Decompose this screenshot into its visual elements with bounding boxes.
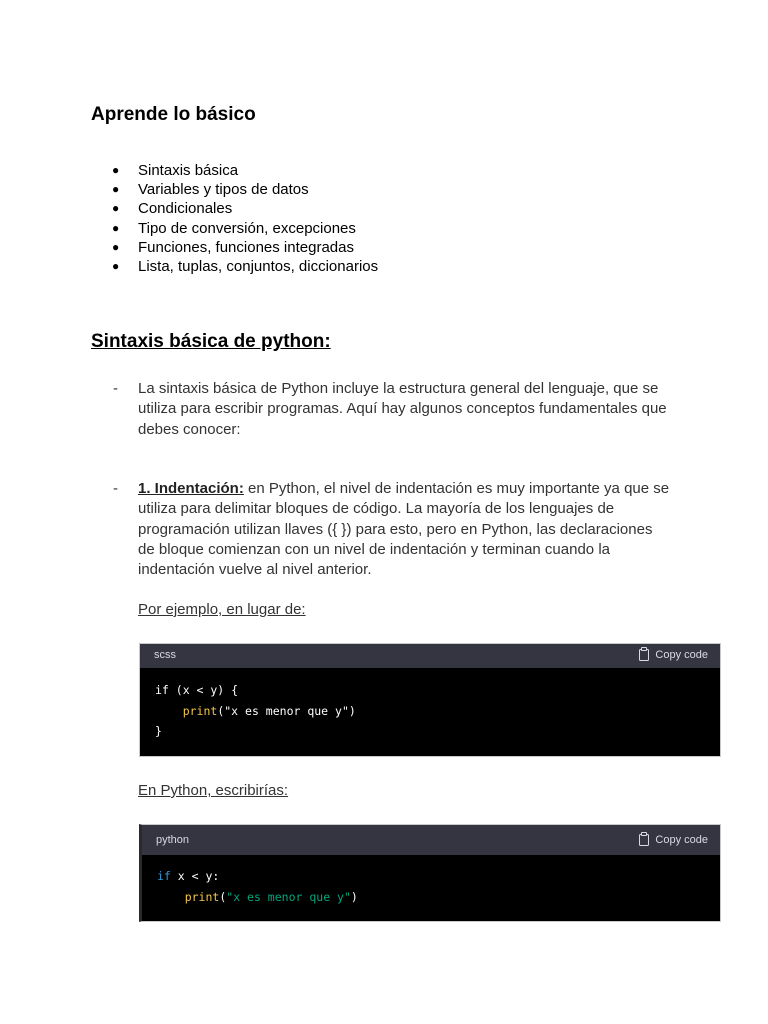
code-language: scss (154, 649, 176, 661)
code-block-python (139, 824, 721, 922)
code-line (155, 701, 705, 722)
code-line (155, 721, 705, 742)
heading-syntax: Sintaxis básica de python: (91, 331, 331, 352)
copy-code-button[interactable] (639, 834, 708, 846)
code-token: print (184, 889, 220, 904)
code-header (140, 644, 720, 668)
list-item: ● Condicionales (112, 199, 378, 218)
code-language: python (156, 834, 190, 846)
list-item: ● Lista, tuplas, conjuntos, diccionarios (112, 257, 378, 276)
code-token: "x es menor que y" (226, 889, 351, 904)
copy-code-label: Copy code (655, 834, 708, 846)
code-body (140, 668, 720, 754)
intro-paragraph (113, 379, 673, 440)
code-block-scss (139, 643, 721, 757)
example-label-other: Por ejemplo, en lugar de: (138, 601, 306, 618)
code-line (155, 680, 705, 701)
code-header (142, 825, 720, 855)
code-token (157, 890, 185, 904)
indentation-text: en Python, el nivel de indentación es muy importante ya que se utiliza para delimitar bloques de código. La mayoría de los lenguajes de programación utilizan llaves ({ }) para esto, pero en Python, las declaraciones de bloque comienzan con un nivel de indentación y terminan cuando la indentación vuelve al nivel anterior. (138, 480, 670, 579)
code-line (157, 887, 705, 908)
code-body (142, 855, 720, 919)
copy-code-button[interactable] (639, 649, 708, 661)
code-line (157, 866, 705, 887)
code-token (155, 704, 183, 718)
list-item: ● Variables y tipos de datos (112, 180, 378, 199)
dash-marker: - (113, 380, 118, 397)
list-item: ● Tipo de conversión, excepciones (112, 219, 378, 238)
clipboard-icon (639, 649, 649, 661)
list-item: ● Sintaxis básica (112, 161, 378, 180)
code-token: ( (219, 889, 227, 904)
indentation-text-wrap (138, 479, 673, 580)
heading-basics: Aprende lo básico (91, 104, 256, 125)
code-token: ) (350, 889, 358, 904)
dash-marker: - (113, 480, 118, 497)
code-token: ("x es menor que y") (217, 703, 356, 718)
code-token: } (155, 724, 162, 738)
list-item: ● Funciones, funciones integradas (112, 238, 378, 257)
code-token: if (x < y) { (155, 683, 239, 697)
code-token: x < y: (170, 869, 220, 883)
intro-text: La sintaxis básica de Python incluye la estructura general del lenguaje, que se utiliza para escribir programas. Aquí hay algunos conceptos fundamentales que debes conocer: (138, 380, 667, 438)
example-label-python: En Python, escribirías: (138, 782, 289, 799)
code-token: if (157, 869, 171, 883)
clipboard-icon (639, 834, 649, 846)
indentation-title: 1. Indentación: (138, 480, 244, 497)
code-token: print (182, 703, 218, 718)
topic-list (112, 161, 378, 276)
indentation-paragraph (113, 479, 673, 580)
copy-code-label: Copy code (655, 649, 708, 661)
